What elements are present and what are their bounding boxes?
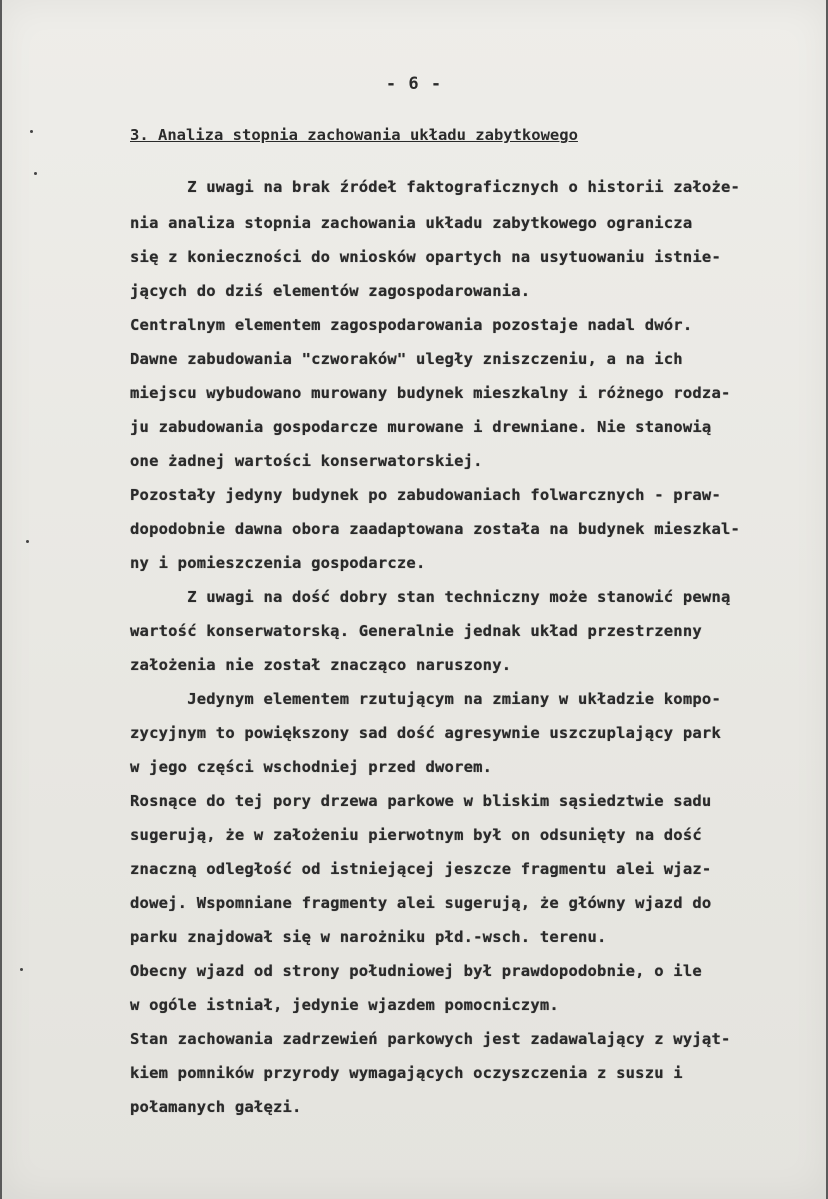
text-line: w ogóle istniał, jedynie wjazdem pomocniczym.: [130, 996, 559, 1014]
text-line: Z uwagi na dość dobry stan techniczny może stanowić pewną: [130, 588, 731, 606]
text-line: jących do dziś elementów zagospodarowania.: [130, 282, 531, 300]
text-line: dopodobnie dawna obora zaadaptowana została na budynek mieszkal-: [130, 520, 741, 538]
text-line: Pozostały jedyny budynek po zabudowaniach folwarcznych - praw-: [130, 486, 721, 504]
margin-mark: [26, 540, 29, 543]
text-line: kiem pomników przyrody wymagających oczyszczenia z suszu i: [130, 1064, 683, 1082]
text-line: dowej. Wspomniane fragmenty alei sugerują, że główny wjazd do: [130, 894, 712, 912]
text-line: Dawne zabudowania "czworaków" uległy zniszczeniu, a na ich: [130, 350, 683, 368]
text-line: parku znajdował się w narożniku płd.-wsch. terenu.: [130, 928, 607, 946]
text-line: ny i pomieszczenia gospodarcze.: [130, 554, 426, 572]
text-line: Jedynym elementem rzutującym na zmiany w układzie kompo-: [130, 690, 721, 708]
text-line: nia analiza stopnia zachowania układu zabytkowego ogranicza: [130, 214, 693, 232]
text-line: połamanych gałęzi.: [130, 1098, 302, 1116]
text-line: Rosnące do tej pory drzewa parkowe w bliskim sąsiedztwie sadu: [130, 792, 712, 810]
page-left-edge: [0, 0, 2, 1199]
text-line: wartość konserwatorską. Generalnie jednak układ przestrzenny: [130, 622, 702, 640]
margin-mark: [34, 172, 37, 175]
text-line: zycyjnym to powiększony sad dość agresywnie uszczuplający park: [130, 724, 721, 742]
text-line: znaczną odległość od istniejącej jeszcze fragmentu alei wjaz-: [130, 860, 712, 878]
text-line: się z konieczności do wniosków opartych na usytuowaniu istnie-: [130, 248, 721, 266]
text-line: w jego części wschodniej przed dworem.: [130, 758, 493, 776]
text-line: miejscu wybudowano murowany budynek mieszkalny i różnego rodza-: [130, 384, 731, 402]
text-line: one żadnej wartości konserwatorskiej.: [130, 452, 483, 470]
text-line: Centralnym elementem zagospodarowania pozostaje nadal dwór.: [130, 316, 693, 334]
margin-mark: [20, 968, 23, 971]
text-line: Obecny wjazd od strony południowej był prawdopodobnie, o ile: [130, 962, 702, 980]
text-line: założenia nie został znacząco naruszony.: [130, 656, 512, 674]
margin-mark: [30, 130, 33, 133]
text-line: Stan zachowania zadrzewień parkowych jest zadawalający z wyjąt-: [130, 1030, 731, 1048]
page-number: - 6 -: [385, 74, 443, 94]
section-heading: 3. Analiza stopnia zachowania układu zabytkowego: [130, 126, 578, 144]
text-line: Z uwagi na brak źródeł faktograficznych o historii założe-: [130, 178, 741, 196]
text-line: sugerują, że w założeniu pierwotnym był on odsunięty na dość: [130, 826, 702, 844]
text-line: ju zabudowania gospodarcze murowane i drewniane. Nie stanowią: [130, 418, 712, 436]
